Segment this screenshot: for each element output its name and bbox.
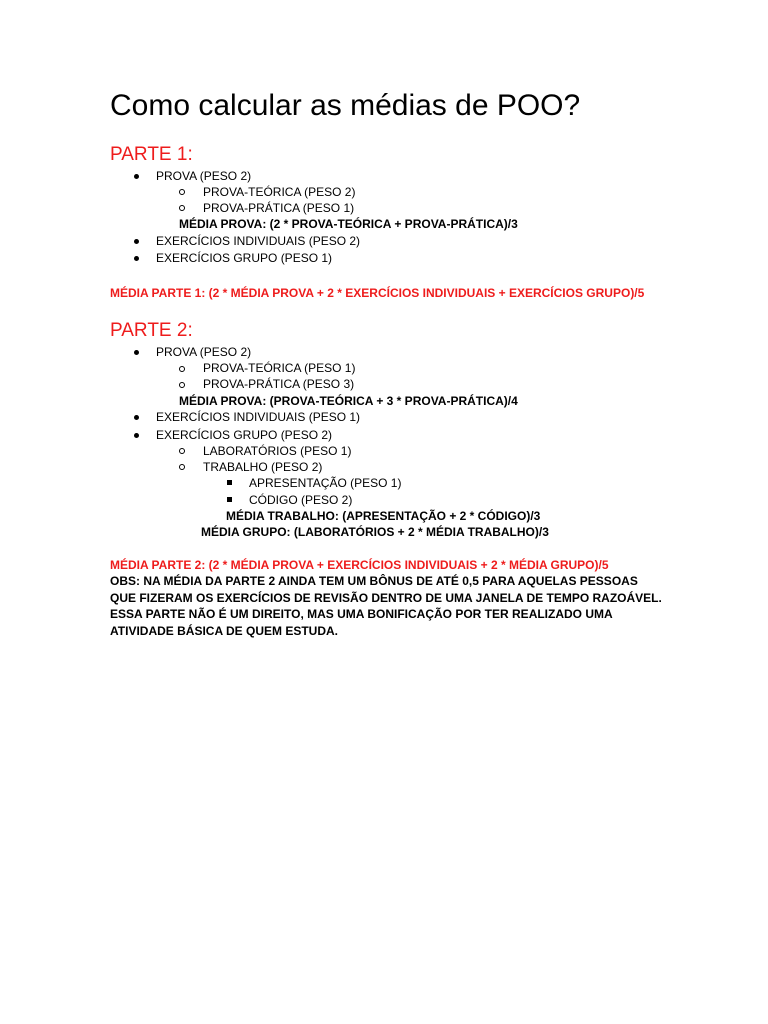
part1-prova: PROVA (PESO 2) bbox=[156, 169, 252, 183]
part2-prova-pratica: PROVA-PRÁTICA (PESO 3) bbox=[203, 377, 355, 391]
bullet-circle-icon bbox=[179, 464, 185, 470]
bullet-dot-icon bbox=[134, 239, 139, 244]
part1-exercicios-grupo: EXERCÍCIOS GRUPO (PESO 1) bbox=[156, 251, 333, 265]
part2-prova-teorica: PROVA-TEÓRICA (PESO 1) bbox=[203, 361, 356, 375]
part1-media-parte: MÉDIA PARTE 1: (2 * MÉDIA PROVA + 2 * EXERCÍCIOS INDIVIDUAIS + EXERCÍCIOS GRUPO)/5 bbox=[110, 286, 645, 300]
part2-trabalho: TRABALHO (PESO 2) bbox=[203, 460, 323, 474]
part2-heading: PARTE 2: bbox=[110, 320, 193, 341]
part2-media-prova: MÉDIA PROVA: (PROVA-TEÓRICA + 3 * PROVA-PRÁTICA)/4 bbox=[179, 394, 518, 408]
obs-line-2: QUE FIZERAM OS EXERCÍCIOS DE REVISÃO DENTRO DE UMA JANELA DE TEMPO RAZOÁVEL. bbox=[110, 591, 662, 605]
part1-exercicios-individuais: EXERCÍCIOS INDIVIDUAIS (PESO 2) bbox=[156, 234, 361, 248]
part2-prova: PROVA (PESO 2) bbox=[156, 345, 252, 359]
bullet-dot-icon bbox=[134, 256, 139, 261]
part2-media-parte: MÉDIA PARTE 2: (2 * MÉDIA PROVA + EXERCÍCIOS INDIVIDUAIS + 2 * MÉDIA GRUPO)/5 bbox=[110, 558, 609, 572]
part2-exercicios-grupo: EXERCÍCIOS GRUPO (PESO 2) bbox=[156, 428, 333, 442]
bullet-dot-icon bbox=[134, 433, 139, 438]
part2-media-grupo: MÉDIA GRUPO: (LABORATÓRIOS + 2 * MÉDIA TRABALHO)/3 bbox=[201, 525, 549, 539]
bullet-circle-icon bbox=[179, 205, 185, 211]
bullet-dot-icon bbox=[134, 350, 139, 355]
bullet-circle-icon bbox=[179, 189, 185, 195]
bullet-circle-icon bbox=[179, 382, 185, 388]
obs-line-1: OBS: NA MÉDIA DA PARTE 2 AINDA TEM UM BÔNUS DE ATÉ 0,5 PARA AQUELAS PESSOAS bbox=[110, 574, 638, 588]
bullet-dot-icon bbox=[134, 415, 139, 420]
obs-line-3: ESSA PARTE NÃO É UM DIREITO, MAS UMA BONIFICAÇÃO POR TER REALIZADO UMA bbox=[110, 607, 613, 621]
part1-prova-pratica: PROVA-PRÁTICA (PESO 1) bbox=[203, 201, 355, 215]
bullet-square-icon bbox=[227, 480, 232, 485]
page-title: Como calcular as médias de POO? bbox=[110, 89, 581, 122]
part2-apresentacao: APRESENTAÇÃO (PESO 1) bbox=[249, 476, 402, 490]
part1-media-prova: MÉDIA PROVA: (2 * PROVA-TEÓRICA + PROVA-PRÁTICA)/3 bbox=[179, 217, 518, 231]
part1-heading: PARTE 1: bbox=[110, 144, 193, 165]
part2-codigo: CÓDIGO (PESO 2) bbox=[249, 493, 353, 507]
bullet-circle-icon bbox=[179, 448, 185, 454]
part2-laboratorios: LABORATÓRIOS (PESO 1) bbox=[203, 444, 352, 458]
bullet-square-icon bbox=[227, 497, 232, 502]
part1-prova-teorica: PROVA-TEÓRICA (PESO 2) bbox=[203, 185, 356, 199]
bullet-dot-icon bbox=[134, 174, 139, 179]
obs-line-4: ATIVIDADE BÁSICA DE QUEM ESTUDA. bbox=[110, 624, 339, 638]
part2-exercicios-individuais: EXERCÍCIOS INDIVIDUAIS (PESO 1) bbox=[156, 410, 361, 424]
part2-media-trabalho: MÉDIA TRABALHO: (APRESENTAÇÃO + 2 * CÓDIGO)/3 bbox=[226, 509, 541, 523]
bullet-circle-icon bbox=[179, 366, 185, 372]
